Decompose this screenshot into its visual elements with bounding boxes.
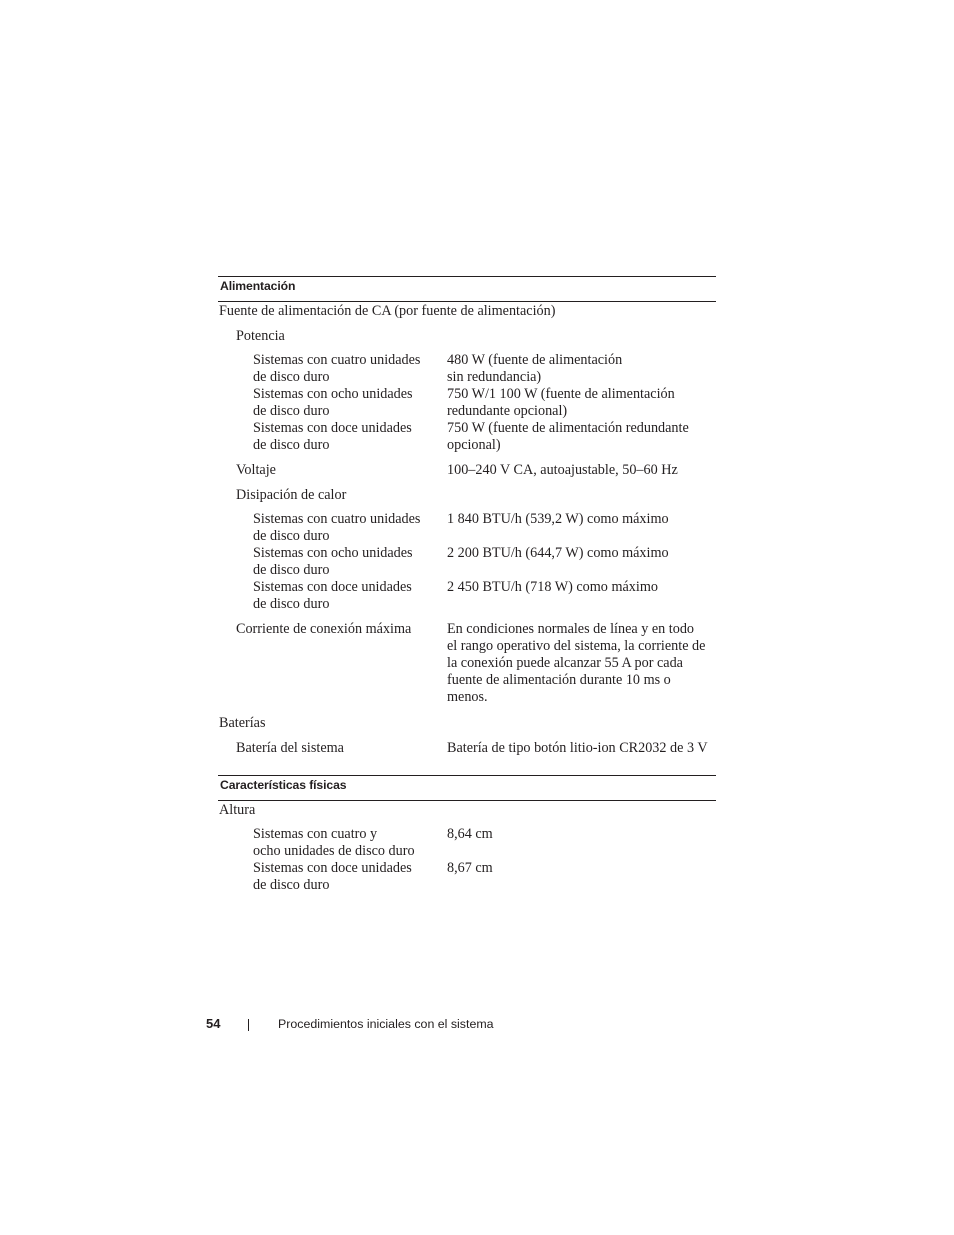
voltage-label: Voltaje [236,462,276,478]
system-battery-label: Batería del sistema [236,740,344,756]
inrush-current-value: En condiciones normales de línea y en todo el rango operativo del sistema, la corriente de la conexión puede alcanzar 55 A por cada fuente de alimentación durante 10 ms o menos. [447,621,706,705]
wattage-label: Potencia [236,328,285,344]
system-battery-value: Batería de tipo botón litio-ion CR2032 de 3 V [447,740,708,756]
heat-row-label: Sistemas con ocho unidades de disco duro [253,545,413,578]
section-heading-rule [218,301,716,302]
wattage-row-label: Sistemas con cuatro unidades de disco duro [253,352,421,385]
height-label: Altura [219,802,256,818]
heat-row-value: 1 840 BTU/h (539,2 W) como máximo [447,511,669,527]
wattage-row-label: Sistemas con ocho unidades de disco duro [253,386,413,419]
inrush-current-label: Corriente de conexión máxima [236,621,412,637]
heat-row-label: Sistemas con doce unidades de disco duro [253,579,412,612]
section-heading-rule [218,800,716,801]
heat-dissipation-label: Disipación de calor [236,487,347,503]
section-heading-physical: Características físicas [220,778,347,792]
height-row-value: 8,67 cm [447,860,493,876]
section-top-rule [218,276,716,277]
section-top-rule [218,775,716,776]
batteries-label: Baterías [219,715,266,731]
wattage-row-label: Sistemas con doce unidades de disco duro [253,420,412,453]
wattage-row-value: 750 W/1 100 W (fuente de alimentación redundante opcional) [447,386,675,419]
footer-title: Procedimientos iniciales con el sistema [278,1017,494,1031]
height-row-value: 8,64 cm [447,826,493,842]
wattage-row-value: 750 W (fuente de alimentación redundante opcional) [447,420,689,453]
wattage-row-value: 480 W (fuente de alimentación sin redundancia) [447,352,623,385]
section-heading-power: Alimentación [220,279,296,293]
page-number: 54 [206,1016,221,1031]
height-row-label: Sistemas con cuatro y ocho unidades de disco duro [253,826,415,859]
heat-row-value: 2 200 BTU/h (644,7 W) como máximo [447,545,669,561]
footer-separator [248,1019,249,1031]
heat-row-label: Sistemas con cuatro unidades de disco duro [253,511,421,544]
heat-row-value: 2 450 BTU/h (718 W) como máximo [447,579,658,595]
height-row-label: Sistemas con doce unidades de disco duro [253,860,412,893]
ac-supply-label: Fuente de alimentación de CA (por fuente de alimentación) [219,303,556,319]
voltage-value: 100–240 V CA, autoajustable, 50–60 Hz [447,462,678,478]
